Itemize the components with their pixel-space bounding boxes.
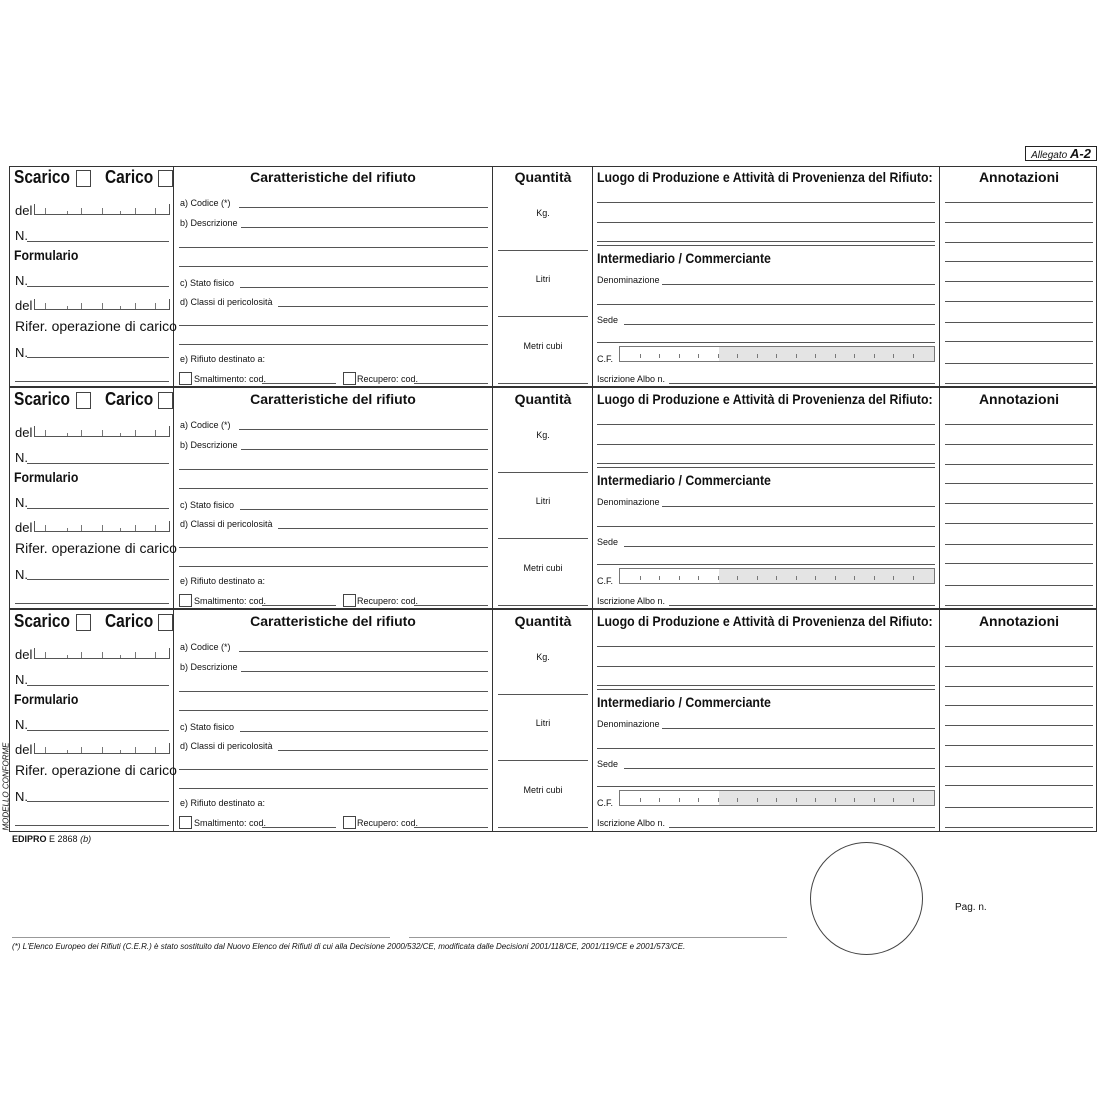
date-field[interactable] <box>34 426 170 437</box>
date-field[interactable] <box>34 204 170 215</box>
scarico-label: Scarico <box>14 167 70 187</box>
stato-label: c) Stato fisico <box>180 722 235 732</box>
annotazioni-line[interactable] <box>945 646 1093 647</box>
rifer-number-field[interactable] <box>27 357 169 358</box>
cf-field[interactable] <box>619 346 935 362</box>
annotazioni-line[interactable] <box>945 827 1093 828</box>
classi-field-3[interactable] <box>179 566 488 567</box>
descrizione-field-3[interactable] <box>179 488 488 489</box>
sede-field-2[interactable] <box>597 786 935 787</box>
formulario-date-field[interactable] <box>34 521 170 532</box>
annotazioni-line[interactable] <box>945 544 1093 545</box>
date-field[interactable] <box>34 648 170 659</box>
luogo-field-2[interactable] <box>597 444 935 445</box>
n-label: N. <box>15 672 28 687</box>
footnote-rule <box>409 937 787 938</box>
denominazione-field-2[interactable] <box>597 304 935 305</box>
classi-field-2[interactable] <box>179 547 488 548</box>
number-field[interactable] <box>27 685 169 686</box>
carico-checkbox[interactable] <box>158 392 173 409</box>
allegato-label: Allegato A-2 <box>1025 146 1097 161</box>
luogo-field[interactable] <box>597 202 935 203</box>
denominazione-field[interactable] <box>662 506 935 507</box>
codice-label: a) Codice (*) <box>180 642 231 652</box>
page-number-label: Pag. n. <box>955 902 987 913</box>
destinato-label: e) Rifiuto destinato a: <box>180 576 266 586</box>
annotazioni-line[interactable] <box>945 424 1093 425</box>
kg-field[interactable] <box>498 694 588 695</box>
annotazioni-line[interactable] <box>945 686 1093 687</box>
modello-conforme-label: MODELLO CONFORME <box>1 742 11 831</box>
recupero-checkbox[interactable] <box>343 816 356 829</box>
annotazioni-line[interactable] <box>945 202 1093 203</box>
recupero-checkbox[interactable] <box>343 372 356 385</box>
classi-field-3[interactable] <box>179 344 488 345</box>
register-form <box>9 166 1097 832</box>
annotazioni-line[interactable] <box>945 383 1093 384</box>
annotazioni-line[interactable] <box>945 523 1093 524</box>
classi-label: d) Classi di pericolosità <box>180 741 273 751</box>
recupero-label: Recupero: cod. <box>357 596 419 606</box>
rifer-label: Rifer. operazione di carico <box>15 318 177 334</box>
publisher-code: EDIPRO E 2868 (b) <box>12 834 92 844</box>
caratteristiche-header: Caratteristiche del rifiuto <box>250 613 416 629</box>
formulario-del-label: del <box>15 742 33 757</box>
denominazione-label: Denominazione <box>597 275 660 285</box>
albo-field[interactable] <box>669 827 935 828</box>
formulario-del-label: del <box>15 298 33 313</box>
annotazioni-line[interactable] <box>945 261 1093 262</box>
formulario-n-label: N. <box>15 273 28 288</box>
smaltimento-code-field[interactable] <box>262 827 336 828</box>
denominazione-field[interactable] <box>662 728 935 729</box>
metri-cubi-field[interactable] <box>498 605 588 606</box>
n-label: N. <box>15 228 28 243</box>
annotazioni-line[interactable] <box>945 341 1093 342</box>
luogo-separator <box>597 241 935 246</box>
smaltimento-label: Smaltimento: cod. <box>194 818 267 828</box>
annotazioni-header: Annotazioni <box>978 169 1060 185</box>
smaltimento-checkbox[interactable] <box>179 594 192 607</box>
smaltimento-code-field[interactable] <box>262 605 336 606</box>
scarico-checkbox[interactable] <box>76 392 91 409</box>
metri-cubi-label: Metri cubi <box>523 341 563 351</box>
annotazioni-line[interactable] <box>945 807 1093 808</box>
annotazioni-line[interactable] <box>945 281 1093 282</box>
descrizione-field[interactable] <box>241 671 488 672</box>
stato-field[interactable] <box>240 287 488 288</box>
metri-cubi-label: Metri cubi <box>523 785 563 795</box>
cf-field[interactable] <box>619 568 935 584</box>
rifer-extra-line[interactable] <box>15 381 169 382</box>
codice-field[interactable] <box>239 429 488 430</box>
sede-label: Sede <box>597 315 619 325</box>
albo-label: Iscrizione Albo n. <box>597 374 666 384</box>
rifer-number-field[interactable] <box>27 801 169 802</box>
number-field[interactable] <box>27 241 169 242</box>
denominazione-field-2[interactable] <box>597 526 935 527</box>
formulario-date-field[interactable] <box>34 743 170 754</box>
annotazioni-line[interactable] <box>945 666 1093 667</box>
destinato-label: e) Rifiuto destinato a: <box>180 798 266 808</box>
destinato-label: e) Rifiuto destinato a: <box>180 354 266 364</box>
recupero-checkbox[interactable] <box>343 594 356 607</box>
smaltimento-label: Smaltimento: cod. <box>194 596 267 606</box>
annotazioni-line[interactable] <box>945 785 1093 786</box>
stato-label: c) Stato fisico <box>180 278 235 288</box>
metri-cubi-field[interactable] <box>498 383 588 384</box>
scarico-label: Scarico <box>14 389 70 409</box>
sede-label: Sede <box>597 759 619 769</box>
classi-label: d) Classi di pericolosità <box>180 519 273 529</box>
sede-field-2[interactable] <box>597 342 935 343</box>
formulario-label: Formulario <box>14 247 79 263</box>
classi-field-2[interactable] <box>179 769 488 770</box>
annotazioni-line[interactable] <box>945 464 1093 465</box>
codice-label: a) Codice (*) <box>180 420 231 430</box>
sede-field-2[interactable] <box>597 564 935 565</box>
luogo-field-2[interactable] <box>597 222 935 223</box>
litri-label: Litri <box>535 496 551 506</box>
descrizione-field[interactable] <box>241 449 488 450</box>
del-label: del <box>15 203 33 218</box>
intermediario-header: Intermediario / Commerciante <box>597 250 771 266</box>
annotazioni-header: Annotazioni <box>978 391 1060 407</box>
classi-field[interactable] <box>278 750 488 751</box>
cf-label: C.F. <box>597 576 614 586</box>
stato-field[interactable] <box>240 731 488 732</box>
footnote: (*) L'Elenco Europeo dei Rifiuti (C.E.R.) è stato sostituito dal Nuovo Elenco dei Rifiuti di cui alla Decisione 2000/532/CE, modificata dalle Decisioni 2001/118/CE, 2001/119/CE e 2001/573/CE. <box>12 942 686 951</box>
scarico-checkbox[interactable] <box>76 170 91 187</box>
rifer-n-label: N. <box>15 567 28 582</box>
metri-cubi-field[interactable] <box>498 827 588 828</box>
descrizione-field-3[interactable] <box>179 710 488 711</box>
formulario-del-label: del <box>15 520 33 535</box>
annotazioni-line[interactable] <box>945 363 1093 364</box>
formulario-number-field[interactable] <box>27 508 169 509</box>
codice-field[interactable] <box>239 651 488 652</box>
codice-label: a) Codice (*) <box>180 198 231 208</box>
denominazione-label: Denominazione <box>597 719 660 729</box>
formulario-number-field[interactable] <box>27 730 169 731</box>
rifer-label: Rifer. operazione di carico <box>15 762 177 778</box>
scarico-label: Scarico <box>14 611 70 631</box>
stamp-circle <box>810 842 923 955</box>
albo-label: Iscrizione Albo n. <box>597 818 666 828</box>
carico-checkbox[interactable] <box>158 170 173 187</box>
scarico-checkbox[interactable] <box>76 614 91 631</box>
register-entry <box>10 611 1098 833</box>
caratteristiche-header: Caratteristiche del rifiuto <box>250 169 416 185</box>
albo-field[interactable] <box>669 383 935 384</box>
luogo-field-2[interactable] <box>597 666 935 667</box>
annotazioni-line[interactable] <box>945 563 1093 564</box>
carico-label: Carico <box>105 167 154 187</box>
annotazioni-line[interactable] <box>945 322 1093 323</box>
sede-label: Sede <box>597 537 619 547</box>
intermediario-header: Intermediario / Commerciante <box>597 472 771 488</box>
kg-field[interactable] <box>498 250 588 251</box>
recupero-code-field[interactable] <box>414 605 488 606</box>
annotazioni-line[interactable] <box>945 444 1093 445</box>
denominazione-label: Denominazione <box>597 497 660 507</box>
del-label: del <box>15 425 33 440</box>
denominazione-field-2[interactable] <box>597 748 935 749</box>
annotazioni-header: Annotazioni <box>978 613 1060 629</box>
litri-field[interactable] <box>498 538 588 539</box>
classi-field-2[interactable] <box>179 325 488 326</box>
stato-field[interactable] <box>240 509 488 510</box>
sede-field[interactable] <box>624 324 935 325</box>
rifer-label: Rifer. operazione di carico <box>15 540 177 556</box>
carico-label: Carico <box>105 389 154 409</box>
annotazioni-line[interactable] <box>945 222 1093 223</box>
classi-field[interactable] <box>278 306 488 307</box>
recupero-label: Recupero: cod. <box>357 818 419 828</box>
luogo-header: Luogo di Produzione e Attività di Provenienza del Rifiuto: <box>597 613 933 629</box>
descrizione-label: b) Descrizione <box>180 440 238 450</box>
annotazioni-line[interactable] <box>945 301 1093 302</box>
sede-field[interactable] <box>624 768 935 769</box>
carico-label: Carico <box>105 611 154 631</box>
smaltimento-label: Smaltimento: cod. <box>194 374 267 384</box>
carico-checkbox[interactable] <box>158 614 173 631</box>
register-entry <box>10 389 1098 611</box>
smaltimento-checkbox[interactable] <box>179 816 192 829</box>
del-label: del <box>15 647 33 662</box>
albo-field[interactable] <box>669 605 935 606</box>
litri-field[interactable] <box>498 316 588 317</box>
rifer-number-field[interactable] <box>27 579 169 580</box>
classi-label: d) Classi di pericolosità <box>180 297 273 307</box>
metri-cubi-label: Metri cubi <box>523 563 563 573</box>
annotazioni-line[interactable] <box>945 725 1093 726</box>
footnote-rule <box>12 937 390 938</box>
albo-label: Iscrizione Albo n. <box>597 596 666 606</box>
descrizione-field-2[interactable] <box>179 691 488 692</box>
annotazioni-line[interactable] <box>945 483 1093 484</box>
luogo-header: Luogo di Produzione e Attività di Provenienza del Rifiuto: <box>597 391 933 407</box>
annotazioni-line[interactable] <box>945 766 1093 767</box>
litri-label: Litri <box>535 718 551 728</box>
annotazioni-line[interactable] <box>945 585 1093 586</box>
number-field[interactable] <box>27 463 169 464</box>
quantita-header: Quantità <box>514 169 572 185</box>
cf-field[interactable] <box>619 790 935 806</box>
rifer-n-label: N. <box>15 345 28 360</box>
kg-label: Kg. <box>536 430 550 440</box>
litri-label: Litri <box>535 274 551 284</box>
register-entry <box>10 167 1098 389</box>
denominazione-field[interactable] <box>662 284 935 285</box>
formulario-label: Formulario <box>14 469 79 485</box>
recupero-code-field[interactable] <box>414 827 488 828</box>
luogo-separator <box>597 463 935 468</box>
cf-label: C.F. <box>597 354 614 364</box>
n-label: N. <box>15 450 28 465</box>
annotazioni-line[interactable] <box>945 605 1093 606</box>
annotazioni-line[interactable] <box>945 503 1093 504</box>
annotazioni-line[interactable] <box>945 745 1093 746</box>
luogo-header: Luogo di Produzione e Attività di Provenienza del Rifiuto: <box>597 169 933 185</box>
annotazioni-line[interactable] <box>945 705 1093 706</box>
luogo-field[interactable] <box>597 646 935 647</box>
descrizione-field-2[interactable] <box>179 469 488 470</box>
smaltimento-code-field[interactable] <box>262 383 336 384</box>
formulario-date-field[interactable] <box>34 299 170 310</box>
formulario-number-field[interactable] <box>27 286 169 287</box>
recupero-label: Recupero: cod. <box>357 374 419 384</box>
caratteristiche-header: Caratteristiche del rifiuto <box>250 391 416 407</box>
formulario-n-label: N. <box>15 717 28 732</box>
stato-label: c) Stato fisico <box>180 500 235 510</box>
formulario-n-label: N. <box>15 495 28 510</box>
kg-label: Kg. <box>536 652 550 662</box>
litri-field[interactable] <box>498 760 588 761</box>
descrizione-label: b) Descrizione <box>180 662 238 672</box>
recupero-code-field[interactable] <box>414 383 488 384</box>
luogo-separator <box>597 685 935 690</box>
sede-field[interactable] <box>624 546 935 547</box>
descrizione-label: b) Descrizione <box>180 218 238 228</box>
annotazioni-line[interactable] <box>945 242 1093 243</box>
classi-field-3[interactable] <box>179 788 488 789</box>
classi-field[interactable] <box>278 528 488 529</box>
descrizione-field-3[interactable] <box>179 266 488 267</box>
smaltimento-checkbox[interactable] <box>179 372 192 385</box>
codice-field[interactable] <box>239 207 488 208</box>
intermediario-header: Intermediario / Commerciante <box>597 694 771 710</box>
rifer-extra-line[interactable] <box>15 603 169 604</box>
descrizione-field[interactable] <box>241 227 488 228</box>
kg-label: Kg. <box>536 208 550 218</box>
quantita-header: Quantità <box>514 391 572 407</box>
cf-label: C.F. <box>597 798 614 808</box>
quantita-header: Quantità <box>514 613 572 629</box>
rifer-n-label: N. <box>15 789 28 804</box>
rifer-extra-line[interactable] <box>15 825 169 826</box>
descrizione-field-2[interactable] <box>179 247 488 248</box>
luogo-field[interactable] <box>597 424 935 425</box>
formulario-label: Formulario <box>14 691 79 707</box>
kg-field[interactable] <box>498 472 588 473</box>
